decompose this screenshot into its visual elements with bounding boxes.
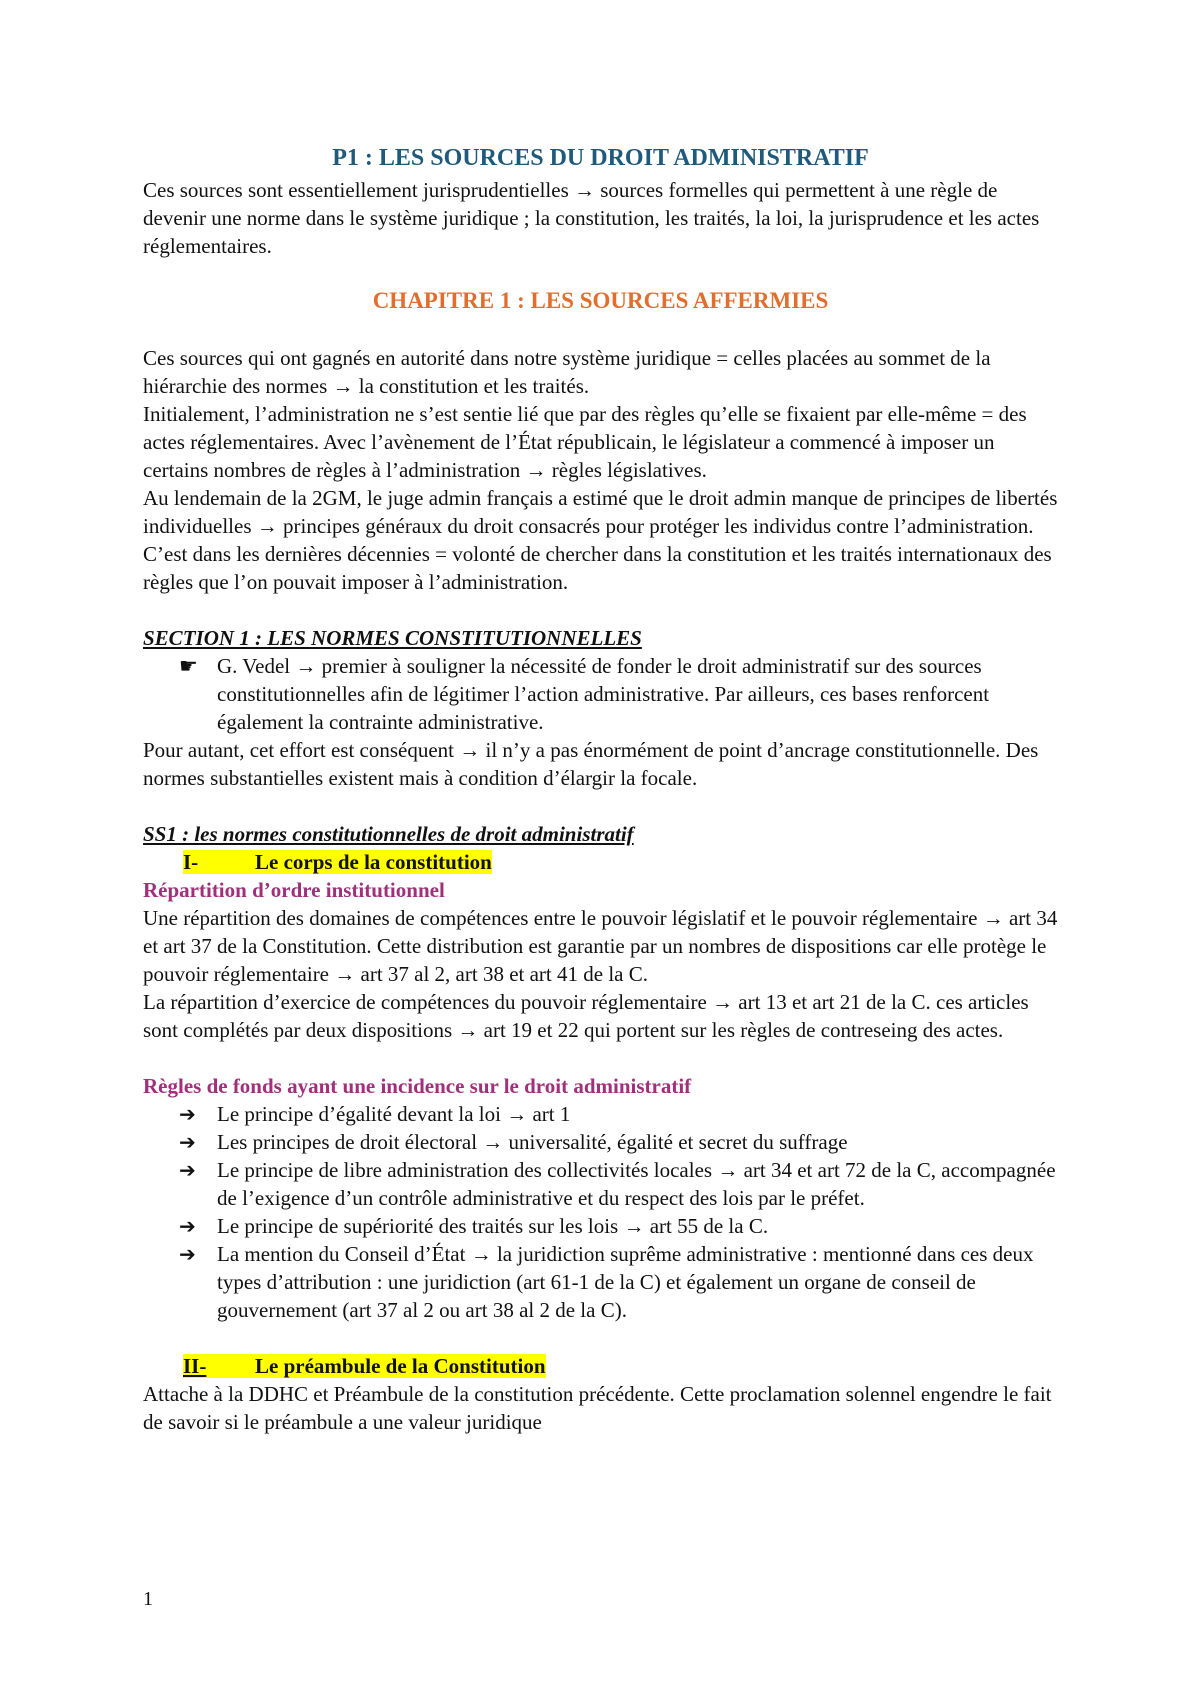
list-item — [143, 1156, 1058, 1212]
page-number: 1 — [143, 1588, 153, 1610]
spacer — [143, 596, 1058, 624]
part-heading — [143, 848, 1058, 876]
list-item-text: G. Vedel → premier à souligner la nécessité de fonder le droit administratif sur des sources constitutionnelles afin de légitimer l’action administrative. Par ailleurs, ces bases renforcent également la contrainte administrative. — [217, 654, 990, 734]
main-title: P1 : LES SOURCES DU DROIT ADMINISTRATIF — [332, 145, 869, 171]
chapter-paragraph: Initialement, l’administration ne s’est sentie lié que par des règles qu’elle se fixaient par elle-même = des actes réglementaires. Avec l’avènement de l’État républicain, le législateur a commencé à imposer un certains nombres de règles à l’administration → règles législatives. — [143, 402, 1027, 482]
list-item — [143, 1100, 1058, 1128]
subheading: Règles de fonds ayant une incidence sur le droit administratif — [143, 1074, 692, 1098]
highlight — [183, 850, 492, 874]
arrow-list — [143, 1100, 1058, 1324]
list-item — [143, 1240, 1058, 1324]
arrow-icon: ➔ — [179, 1158, 196, 1182]
chapter-paragraph: Ces sources qui ont gagnés en autorité dans notre système juridique = celles placées au sommet de la hiérarchie des normes → la constitution et les traités. — [143, 346, 991, 398]
spacer — [143, 792, 1058, 820]
section-title: SECTION 1 : LES NORMES CONSTITUTIONNELLES — [143, 626, 642, 650]
section-paragraph: Pour autant, cet effort est conséquent → il n’y a pas énormément de point d’ancrage constitutionnelle. Des normes substantielles existent mais à condition d’élargir la focale. — [143, 738, 1039, 790]
part-number: I- — [183, 850, 199, 874]
arrow-icon: ➔ — [179, 1214, 196, 1238]
list-item-text: La mention du Conseil d’État → la juridiction suprême administrative : mentionné dans ces deux types d’attribution : une juridiction (art 61-1 de la C) et également un organe de conseil de gouvernement (art 37 al 2 ou art 38 al 2 de la C). — [217, 1242, 1034, 1322]
chapter-title: CHAPITRE 1 : LES SOURCES AFFERMIES — [372, 288, 829, 313]
part-title: Le corps de la constitution — [255, 850, 492, 874]
list-item — [143, 1128, 1058, 1156]
section-bullet-list — [143, 652, 1058, 736]
highlight — [183, 1354, 546, 1378]
arrow-icon: ➔ — [179, 1102, 196, 1126]
body-paragraph: La répartition d’exercice de compétences du pouvoir réglementaire → art 13 et art 21 de la C. ces articles sont complétés par deux dispositions → art 19 et 22 qui portent sur les règles de contreseing des actes. — [143, 990, 1029, 1042]
part-number: II- — [183, 1354, 207, 1378]
subsection-title: SS1 : les normes constitutionnelles de droit administratif — [143, 822, 634, 846]
list-item — [143, 652, 1058, 736]
list-item-text: Le principe de libre administration des collectivités locales → art 34 et art 72 de la C, accompagnée de l’exigence d’un contrôle administrative et du respect des lois par le préfet. — [217, 1158, 1056, 1210]
body-paragraph: Attache à la DDHC et Préambule de la constitution précédente. Cette proclamation solennel engendre le fait de savoir si le préambule a une valeur juridique — [143, 1382, 1052, 1434]
list-item-text: Le principe de supériorité des traités sur les lois → art 55 de la C. — [217, 1214, 769, 1238]
arrow-icon: ➔ — [179, 1130, 196, 1154]
document-page — [143, 142, 1058, 1436]
part-title: Le préambule de la Constitution — [255, 1354, 546, 1378]
spacer — [143, 1324, 1058, 1352]
subheading: Répartition d’ordre institutionnel — [143, 878, 445, 902]
pointing-hand-icon: ☛ — [179, 654, 198, 678]
list-item-text: Le principe d’égalité devant la loi → art 1 — [217, 1102, 571, 1126]
body-paragraph: Une répartition des domaines de compétences entre le pouvoir législatif et le pouvoir réglementaire → art 34 et art 37 de la Constitution. Cette distribution est garantie par un nombres de dispositions car elle protège le pouvoir réglementaire → art 37 al 2, art 38 et art 41 de la C. — [143, 906, 1058, 986]
list-item — [143, 1212, 1058, 1240]
list-item-text: Les principes de droit électoral → universalité, égalité et secret du suffrage — [217, 1130, 848, 1154]
intro-paragraph: Ces sources sont essentiellement jurisprudentielles → sources formelles qui permettent à une règle de devenir une norme dans le système juridique ; la constitution, les traités, la loi, la jurisprudence et les actes réglementaires. — [143, 178, 1040, 258]
part-heading — [143, 1352, 1058, 1380]
spacer — [143, 1044, 1058, 1072]
arrow-icon: ➔ — [179, 1242, 196, 1266]
chapter-paragraph: Au lendemain de la 2GM, le juge admin français a estimé que le droit admin manque de principes de libertés individuelles → principes généraux du droit consacrés pour protéger les individus contre l’administration. C’est dans les dernières décennies = volonté de chercher dans la constitution et les traités internationaux des règles que l’on pouvait imposer à l’administration. — [143, 486, 1058, 594]
